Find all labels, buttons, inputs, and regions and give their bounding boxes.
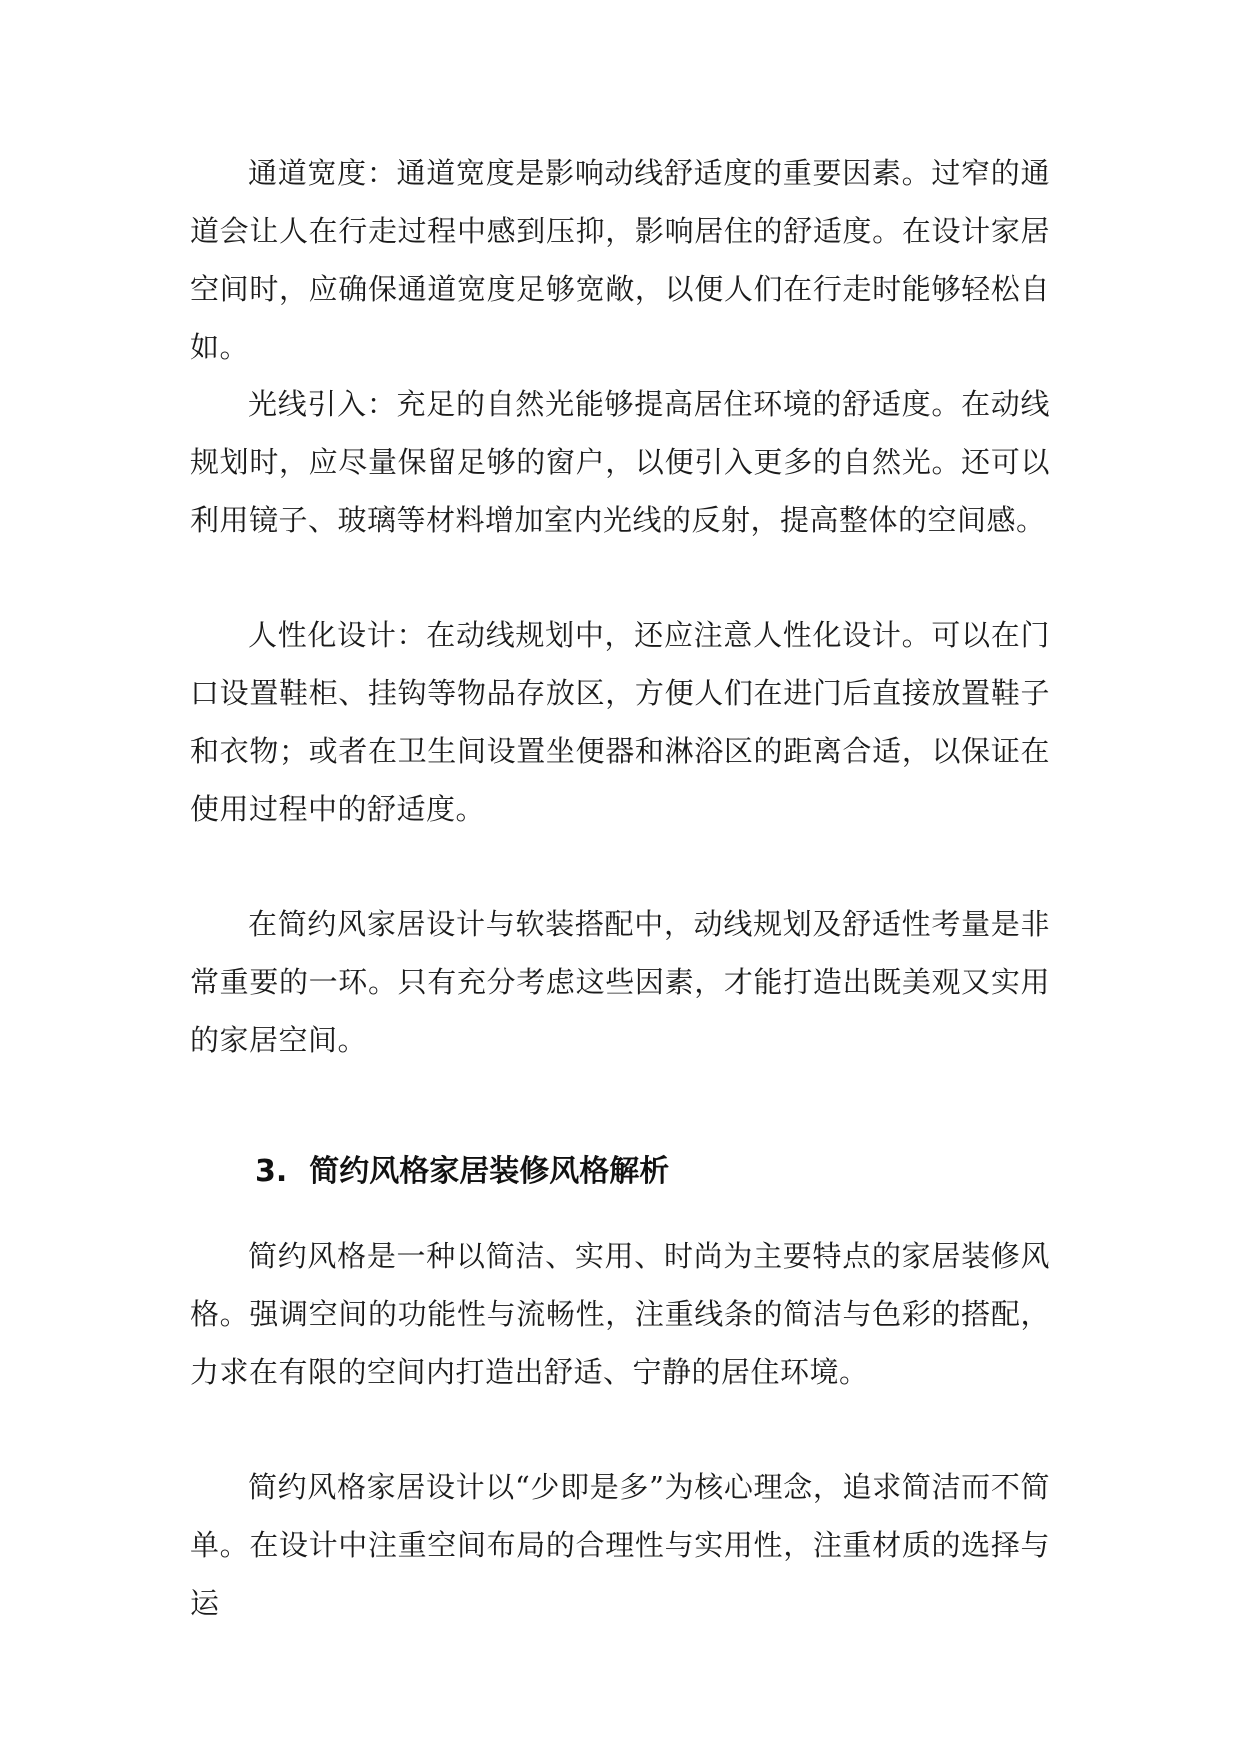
paragraph-less-is-more: 简约风格家居设计以“少即是多”为核心理念，追求简洁而不简单。在设计中注重空间布局的合理性与实用性，注重材质的选择与运	[190, 1470, 1050, 1620]
paragraph-summary: 在简约风家居设计与软装搭配中，动线规划及舒适性考量是非常重要的一环。只有充分考虑这些因素，才能打造出既美观又实用的家居空间。	[190, 907, 1050, 1057]
section-heading	[255, 1150, 669, 1194]
paragraph-light-intake: 光线引入：充足的自然光能够提高居住环境的舒适度。在动线规划时，应尽量保留足够的窗户，以便引入更多的自然光。还可以利用镜子、玻璃等材料增加室内光线的反射，提高整体的空间感。	[190, 387, 1050, 537]
section-number: 3.	[255, 1154, 288, 1189]
paragraph-minimalist-intro: 简约风格是一种以简洁、实用、时尚为主要特点的家居装修风格。强调空间的功能性与流畅性，注重线条的简洁与色彩的搭配，力求在有限的空间内打造出舒适、宁静的居住环境。	[190, 1239, 1050, 1389]
section-title: 简约风格家居装修风格解析	[309, 1154, 670, 1189]
paragraph-passage-width: 通道宽度：通道宽度是影响动线舒适度的重要因素。过窄的通道会让人在行走过程中感到压抑，影响居住的舒适度。在设计家居空间时，应确保通道宽度足够宽敞，以便人们在行走时能够轻松自如。	[190, 156, 1050, 364]
paragraph-humanized-design: 人性化设计：在动线规划中，还应注意人性化设计。可以在门口设置鞋柜、挂钩等物品存放区，方便人们在进门后直接放置鞋子和衣物；或者在卫生间设置坐便器和淋浴区的距离合适，以保证在使用过程中的舒适度。	[190, 618, 1050, 826]
